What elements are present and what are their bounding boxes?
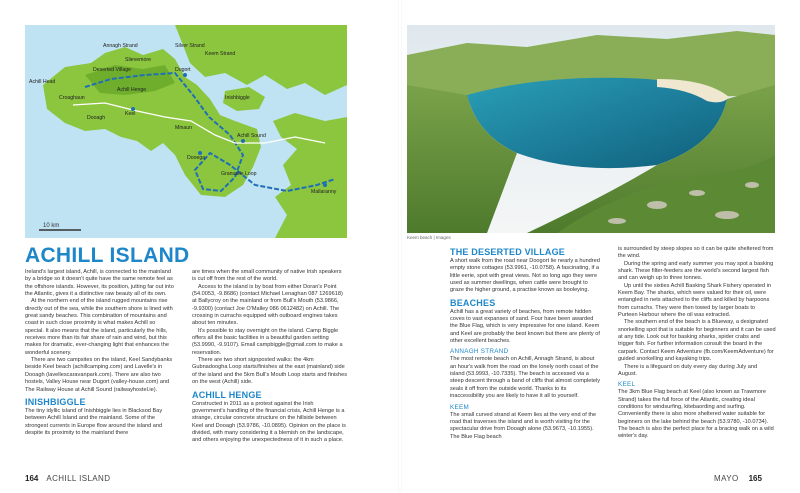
- left-folio: [25, 474, 110, 483]
- right-column-1: [450, 244, 602, 441]
- photo-rock: [715, 211, 739, 219]
- map-marker-achill-sound: [241, 139, 245, 143]
- map-label-keem-strand: Keem Strand: [205, 51, 236, 57]
- heading-deserted-village: THE DESERTED VILLAGE: [450, 247, 566, 257]
- map-label-granuaile-loop: Granuaile Loop: [221, 171, 257, 177]
- map-scale-label: 10 km: [43, 223, 60, 229]
- right-column-2: [618, 246, 776, 441]
- paragraph: It's possible to stay overnight on the island. Camp Biggle offers all the basic facilities in a beautiful garden setting (53.9990, -9.9107). Email campbiggle@gmail.com to make a reservation.: [192, 327, 343, 356]
- map-label-croaghaun: Croaghaun: [59, 95, 85, 101]
- map-label-slievemore: Slievemore: [125, 57, 151, 63]
- paragraph: Achill has a great variety of beaches, from remote hidden coves to vast expanses of sand. Four have been awarded the Blue Flag, which is very impressive for one island. Keem and Keel are probably the best known but there are plenty of other excellent beaches.: [450, 308, 600, 345]
- map-label-achill-henge: Achill Henge: [117, 87, 147, 93]
- heading-beaches: BEACHES: [450, 297, 496, 308]
- page-title: ACHILL ISLAND: [25, 244, 190, 267]
- right-folio: [714, 474, 762, 483]
- map-label-inishbiggle: Inishbiggle: [225, 95, 250, 101]
- map-label-mallaranny: Mallaranny: [311, 189, 337, 195]
- heading-annagh-strand: ANNAGH STRAND: [450, 348, 509, 356]
- photo-rock: [608, 218, 626, 224]
- photo-caption: Keem beach | Images: [407, 235, 451, 240]
- page-number: 165: [748, 474, 762, 483]
- paragraph: Access to the island is by boat from either Doran's Point (54.0053, -9.8686) (contact Michael Lenaghan 087 1269618) at Ballycroy on the mainland or from Bull's Mouth (53.9866, -9.9300) (contact Joe O'Malley 086 0612482) on Achill. The crossing in currachs equipped with outboard engines takes about ten minutes.: [192, 283, 343, 327]
- heading-inishbiggle: INISHBIGGLE: [25, 396, 86, 407]
- map-label-achill-head: Achill Head: [29, 79, 56, 85]
- paragraph: The 3km Blue Flag beach at Keel (also known as Trawmore Strand) takes the full force of the Atlantic, creating ideal conditions for windsurfing, kitebaording and surfing. Conveniently there is also more sheltered water suitable for beginners on the lake behind the beach (53.9780, -10.0734). The beach is also the perfect place for a bracing walk on a wild winter's day.: [618, 389, 774, 440]
- paragraph: The small curved strand at Keem lies at the very end of the road that traverses the island and is worth visiting for the spectacular drive from Dooagh alone (53.9673, -10.1955). The Blue Flag beach: [450, 411, 597, 440]
- heading-keem: KEEM: [450, 403, 470, 411]
- map-marker-keel: [131, 107, 135, 111]
- map-label-deserted-village: Deserted Village: [93, 67, 131, 73]
- left-page: [0, 0, 398, 493]
- heading-keel: KEEL: [618, 381, 636, 389]
- paragraph: There are two short signposted walks: the 4km Gubnadoogha Loop starts/finishes at the east (mainland) side of the island and the 5km Bull's Mouth Loop starts and finishes on the west (Achill) side.: [192, 357, 347, 386]
- left-column-2: [192, 269, 347, 445]
- map-marker-dugort: [183, 73, 187, 77]
- paragraph: There is a lifeguard on duty every day during July and August.: [618, 363, 758, 377]
- paragraph: Ireland's largest island, Achill, is connected to the mainland by a bridge so it doesn't quite have the same remote feel as the offshore islands. However, its position, jutting far out into the Atlantic, gives it a distinctive raw beauty all of its own.: [25, 269, 174, 298]
- keem-beach-photo: [407, 25, 775, 233]
- paragraph: Constructed in 2011 as a protest against the Irish government's handling of the financial crisis, Achill Henge is a strange, circular concrete structure on the hillside between Keel and Dooagh (53.9786, -10.0895). Opinion on the place is divided, with many considering it a blemish on the landscape, and others enjoying the unexpectedness of it in such a place.: [192, 400, 346, 444]
- map-label-dugort: Dugort: [175, 67, 191, 73]
- paragraph: is surrounded by steep slopes so it can be quite sheltered from the wind.: [618, 246, 774, 260]
- left-column-1: [25, 269, 175, 437]
- map-label-achill-sound: Achill Sound: [237, 133, 266, 139]
- paragraph: Up until the sixties Achill Basking Shark Fishery operated in Keem Bay. The sharks, which were valued for their oil, were entangled in nets attached to the cliffs and killed by harpoons from currachs. They were then towed by larger boats to Purteen Harbour where the oil was extracted.: [618, 282, 772, 319]
- map-label-dooega: Dooega: [187, 155, 206, 161]
- paragraph: A short walk from the road near Doogort lie nearly a hundred empty stone cottages (53.9961, -10.0758). A fascinating, if a little eerie, spot with great views. Not so long ago they were used as summer dwellings, when cattle were brought to graze the higher ground, a practise known as booleying.: [450, 258, 600, 294]
- photo-rock: [647, 201, 667, 209]
- map-label-silver-strand: Silver Strand: [175, 43, 205, 49]
- heading-achill-henge: ACHILL HENGE: [192, 389, 262, 400]
- map-label-dooagh: Dooagh: [87, 115, 106, 121]
- map-label-keel: Keel: [125, 111, 136, 117]
- paragraph: There are two campsites on the island, Keel Sandybanks beside Keel beach (achillcamping.com) and Lavelle's in Dooagh (lavellescaravanpark.com). There are also two hostels, Valley House near Dugort (valley-house.com) and The Railway House at Achill Sound (railwayhostel.ie).: [25, 357, 173, 393]
- map-marker-dooega: [198, 151, 202, 155]
- paragraph: During the spring and early summer you may spot a basking shark. These filter-feeders are the world's second largest fish and can weigh up to three tonnes.: [618, 260, 774, 282]
- paragraph: are times when the small community of native Irish speakers is cut off from the rest of the world.: [192, 269, 342, 283]
- page-number: 164: [25, 474, 39, 483]
- running-head: MAYO: [714, 474, 739, 483]
- photo-rock: [745, 182, 759, 188]
- paragraph: The tiny idyllic island of Inishbiggle lies in Blacksod Bay between Achill Island and the mainland. Some of the strongest currents in Europe flow around the island and despite its proximity to the mainland there: [25, 407, 163, 436]
- right-page: [402, 0, 800, 493]
- paragraph: The most remote beach on Achill, Annagh Strand, is about an hour's walk from the road on the lonely north coast of the island (53.9993, -10.7335). The beach is accessed via a steep descent through a band of cliffs that almost completely seals it off from the outside world. Thanks to its inaccessibility you are likely to have it all to yourself.: [450, 356, 601, 400]
- paragraph: At the northern end of the island rugged mountains rise directly out of the sea, while the southern shore is lined with great sandy beaches. This combination of mountains and coast in such close proximity is what makes Achill so special. It also means that the island, particularly the hills, receives more than its fair share of rain and wind, but this makes for dramatic, ever-changing light that enhances the wonderful scenery.: [25, 298, 173, 356]
- map-label-annagh-strand: Annagh Strand: [103, 43, 138, 49]
- photo-rock: [689, 190, 705, 196]
- map-label-minaun: Minaun: [175, 125, 193, 131]
- map-marker-mallaranny: [323, 183, 327, 187]
- running-head: ACHILL ISLAND: [46, 474, 111, 483]
- achill-island-map: [25, 25, 347, 238]
- paragraph: The southern end of the beach is a Blueway, a designated snorkelling spot that is suitable for beginners and it can be used at any tide. Look out for basking sharks, spider crabs and trigger fish. For further information consult the board in the carpark. Contact Keem Adventure (fb.com/KeemAdventure) for guided snorkelling and kayaking trips.: [618, 319, 776, 363]
